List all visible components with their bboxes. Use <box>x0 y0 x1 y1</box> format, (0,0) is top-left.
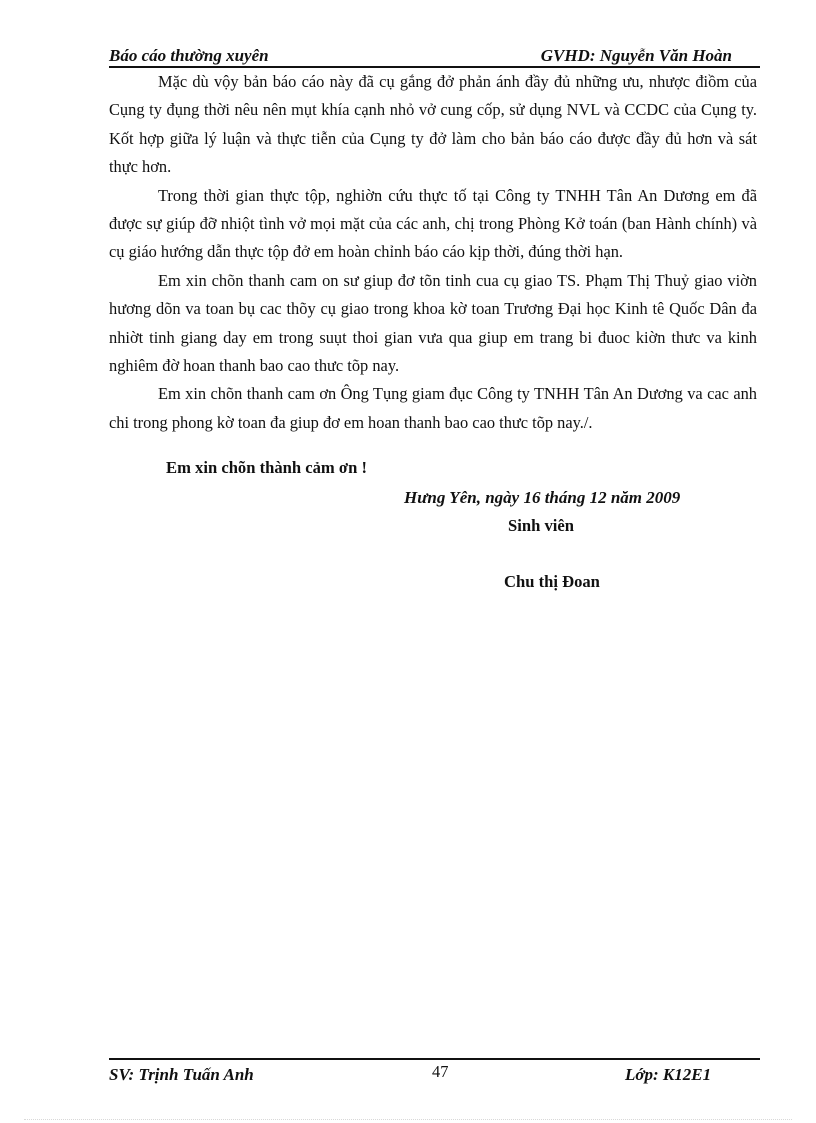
signature-name: Chu thị Đoan <box>504 572 600 591</box>
page-bottom-edge <box>24 1119 792 1120</box>
closing-thanks: Em xin chõn thành cảm ơn ! <box>166 458 367 477</box>
paragraph-teacher-thanks: Em xin chõn thanh cam on sư giup đơ tõn tinh cua cụ giao TS. Phạm Thị Thuỷ giao viờn hương dõn va toan bụ cac thõy cụ giao trong khoa kờ toan Trương Đại học Kinh tê Quốc Dân đa nhiờt tinh giang day em trong suụt thoi gian vưa qua giup em trang bi đuoc kiờn thưc va kinh nghiêm đờ hoan thanh bao cao thưc tõp nay. <box>109 270 757 376</box>
page-number: 47 <box>432 1062 449 1081</box>
paragraph-report-summary: Mặc dù vộy bản báo cáo này đã cụ gắng đở phản ánh đầy đủ những ưu, nhược điồm của Cụng ty đụng thời nêu nên mụt khía cạnh nhỏ vở cung cốp, sử dụng NVL và CCDC của Cụng ty. Kốt hợp giữa lý luận và thực tiễn của Cụng ty đở làm cho bản báo cáo được đầy đủ hơn và sát thực hơn. <box>109 72 757 177</box>
page-header <box>109 46 760 66</box>
header-report-title: Báo cáo thường xuyên <box>109 46 269 65</box>
footer-class: Lớp: K12E1 <box>625 1065 712 1084</box>
signature-role: Sinh viên <box>508 516 574 535</box>
body-text <box>109 68 757 437</box>
signature-date-line: Hưng Yên, ngày 16 tháng 12 năm 2009 <box>404 488 681 507</box>
footer-divider <box>109 1058 760 1060</box>
paragraph-director-thanks: Em xin chõn thanh cam ơn Ông Tụng giam đục Công ty TNHH Tân An Dương va cac anh chi trong phong kờ toan đa giup đơ em hoan thanh bao cao thưc tõp nay./. <box>109 384 757 432</box>
paragraph-internship-thanks: Trong thời gian thực tộp, nghiờn cứu thực tố tại Công ty TNHH Tân An Dương em đã được sự giúp đỡ nhiột tình vở mọi mặt của các anh, chị trong Phòng Kở toán (ban Hành chính) và cụ giáo hướng dẫn thực tộp đở em hoàn chỉnh báo cáo kịp thời, đúng thời hạn. <box>109 185 757 262</box>
header-supervisor: GVHD: Nguyễn Văn Hoàn <box>540 46 732 65</box>
footer-student: SV: Trịnh Tuấn Anh <box>109 1065 254 1084</box>
